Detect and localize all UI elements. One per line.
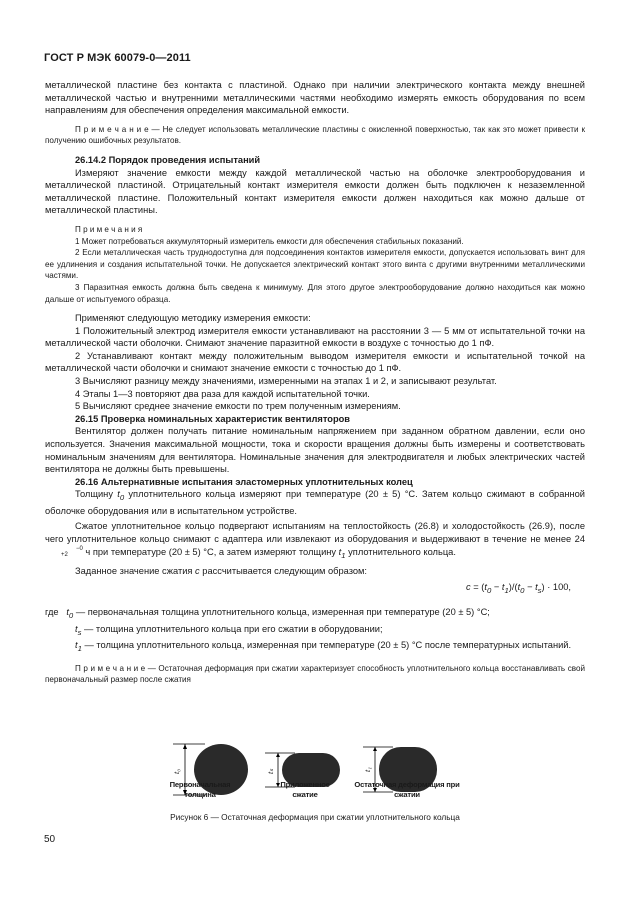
notes-heading: П р и м е ч а н и я — [75, 224, 143, 234]
note-label: П р и м е ч а н и е — [75, 124, 149, 134]
note-text: — Не следует использовать металлические пластины с окисленной поверхностью, так как это может привести к получению ошибочных результатов. — [45, 124, 585, 146]
list-item: 1 Положительный электрод измерителя емкости устанавливают на расстоянии 3 — 5 мм от испытательной точки на металлической части оболочки. Снимают значение паразитной емкости в воздухе с точностью до 1 пФ. — [45, 325, 585, 349]
section-heading: 26.15 Проверка номинальных характеристик вентиляторов — [75, 413, 351, 424]
section-heading: 26.14.2 Порядок проведения испытаний — [75, 154, 261, 165]
figure-caption: Рисунок 6 — Остаточная деформация при сжатии уплотнительного кольца — [170, 812, 460, 822]
paragraph: Применяют следующую методику измерения емкости: — [75, 313, 311, 324]
paragraph: Заданное значение сжатия c рассчитывается следующим образом: — [75, 566, 368, 577]
page-body — [45, 79, 585, 686]
note-item: 2 Если металлическая часть труднодоступна для подсоединения контактов измерителя емкости, допускается использовать винт для ее удлинения и создания испытательной точки. Не допускается электрический контакт этого винта с другими внутренними металлическими частями. — [45, 248, 585, 281]
figure-label-original: Первоначальная толщина — [169, 780, 231, 799]
list-item: 3 Вычисляют разницу между значениями, измеренными на этапах 1 и 2, и записывают результат. — [75, 376, 497, 387]
document-header: ГОСТ Р МЭК 60079-0—2011 — [44, 52, 191, 64]
note — [45, 124, 585, 147]
note: П р и м е ч а н и е — Остаточная деформация при сжатии характеризует способность уплотнительного кольца восстанавливать свой первоначальный размер после сжатия — [45, 663, 585, 685]
note-item: 1 Может потребоваться аккумуляторный измеритель емкости для обеспечения стабильных показаний. — [75, 236, 464, 246]
duration-value: 24−0 +2 — [61, 534, 585, 559]
definition: $t_1$ — толщина уплотнительного кольца, измеренная при температуре (20 ± 5) °С после температурных испытаний. — [75, 640, 572, 653]
paragraph: Измеряют значение емкости между каждой металлической частью на оболочке электрооборудования и металлической пластиной. Отрицательный контакт измерителя емкости должен быть подключен к незаземленной металлической пластине. Положительный контакт измерителя емкости должен находиться как можно дальше от металлической пластины. — [45, 167, 585, 216]
definition: где $t_0$ — первоначальная толщина уплотнительного кольца, измеренная при температуре (20 ± 5) °С; — [45, 607, 490, 620]
definition: $t_s$ — толщина уплотнительного кольца при его сжатии в оборудовании; — [75, 623, 383, 637]
note-item: 3 Паразитная емкость должна быть сведена к минимуму. Для этого другое электрооборудование должно находиться как можно дальше от испытуемого образца. — [45, 282, 585, 304]
page-number: 50 — [44, 834, 56, 845]
svg-text:t₀: t₀ — [172, 768, 181, 774]
paragraph: Сжатое уплотнительное кольцо подвергают испытаниям на теплостойкость (26.8) и холодостойкость (26.9), после чего уплотнительное кольцо снимают с адаптера или извлекают из оборудования и выдерживают в течение не менее 24−0 +2 ч при температуре (20 ± 5) °С, а затем измеряют толщину $t_1$ уплотнительного кольца. — [45, 521, 585, 560]
svg-text:tₛ: tₛ — [266, 768, 275, 774]
formula: $c = (t_0 - t_1)/(t_0 - t_s) \cdot 100$, — [466, 581, 571, 595]
figure-label-compressed: Приложенное сжатие — [280, 780, 330, 799]
list-item: 4 Этапы 1—3 повторяют два раза для каждой испытательной точки. — [75, 388, 370, 399]
paragraph: металлической пластине без контакта с пластиной. Однако при наличии электрического контакта между внешней металлической частью и внутренними металлическими частями необходимо измерять емкость оборудования по всем направлениям для обеспечения определения максимальной емкости. — [45, 80, 585, 116]
paragraph: Вентилятор должен получать питание номинальным напряжением при заданном обратном давлении, если оно используется. Значения максимальной мощности, тока и скорости вращения должны быть измерены и соответствовать номинальным значениям для вентилятора. Номинальные значения для электродвигателя и любых электрических частей вентилятора не должны быть превышены. — [45, 426, 585, 475]
list-item: 2 Устанавливают контакт между положительным выводом измерителя емкости и испытательной точкой на металлической части оболочки и снимают значение емкости с точностью до 1 пФ. — [45, 350, 585, 374]
svg-text:t₁: t₁ — [363, 766, 372, 772]
symbol-t0: $t_0$ — [117, 489, 125, 503]
figure-label-residual: Остаточная деформация при сжатии — [354, 780, 460, 799]
list-item: 5 Вычисляют среднее значение емкости по трем полученным измерениям. — [75, 401, 401, 412]
section-heading: 26.16 Альтернативные испытания эластомерных уплотнительных колец — [75, 476, 413, 487]
paragraph: Толщину $t_0$ уплотнительного кольца измеряют при температуре (20 ± 5) °С. Затем кольцо сжимают в собранной оболочке оборудования или в испытательном устройстве. — [45, 489, 585, 516]
